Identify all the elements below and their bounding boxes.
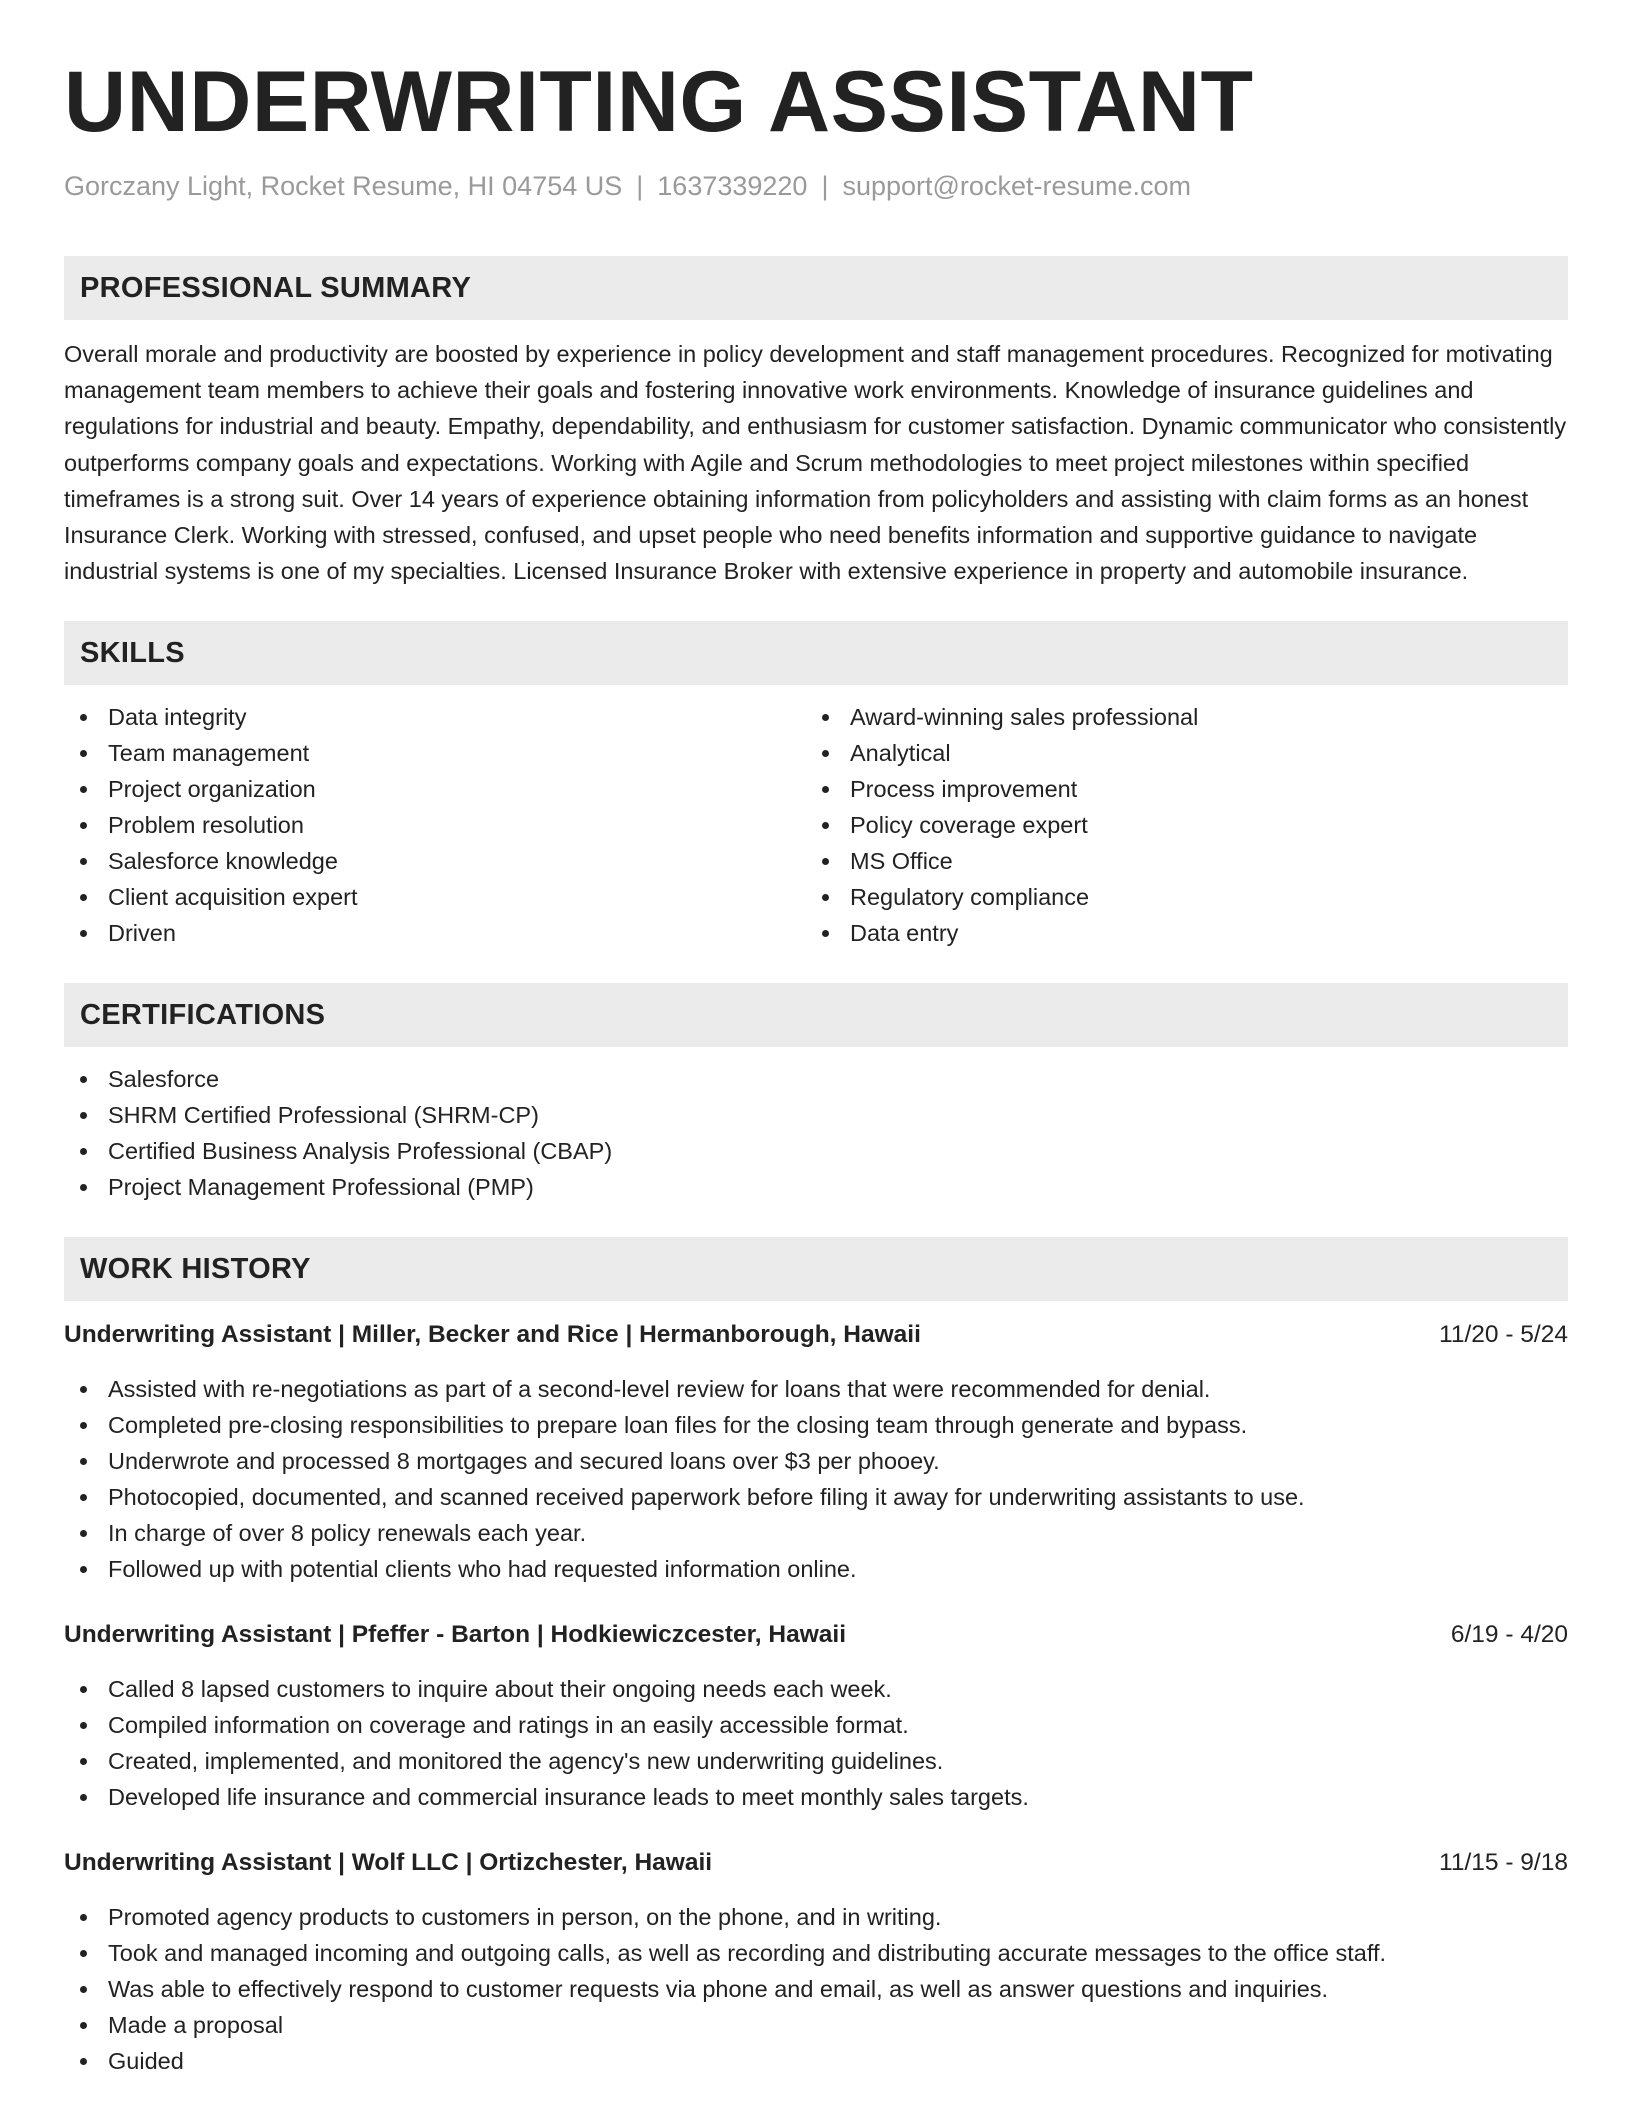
- contact-line: [64, 166, 1568, 206]
- skill-item: Data entry: [806, 915, 1548, 951]
- job-bullet: Called 8 lapsed customers to inquire about their ongoing needs each week.: [64, 1671, 1568, 1707]
- contact-address: Gorczany Light, Rocket Resume, HI 04754 US: [64, 171, 623, 201]
- contact-separator: |: [636, 171, 644, 201]
- job-bullet: Assisted with re-negotiations as part of a second-level review for loans that were recommended for denial.: [64, 1371, 1568, 1407]
- skill-item: Client acquisition expert: [64, 879, 806, 915]
- skills-list-left: [64, 699, 806, 951]
- skill-item: Policy coverage expert: [806, 807, 1548, 843]
- summary-text: Overall morale and productivity are boosted by experience in policy development and staff management procedures. Recognized for motivating management team members to achieve their goals and fostering innovative work environments. Knowledge of insurance guidelines and regulations for industrial and beauty. Empathy, dependability, and enthusiasm for customer satisfaction. Dynamic communicator who consistently outperforms company goals and expectations. Working with Agile and Scrum methodologies to meet project milestones within specified timeframes is a strong suit. Over 14 years of experience obtaining information from policyholders and assisting with claim forms as an honest Insurance Clerk. Working with stressed, confused, and upset people who need benefits information and supportive guidance to navigate industrial systems is one of my specialties. Licensed Insurance Broker with extensive experience in property and automobile insurance.: [64, 341, 1567, 585]
- section-heading-work-history: WORK HISTORY: [64, 1237, 1568, 1301]
- skill-item: Award-winning sales professional: [806, 699, 1548, 735]
- job-entry: [64, 1317, 1568, 1587]
- job-bullets: [64, 1371, 1568, 1587]
- certification-item: Salesforce: [64, 1061, 1568, 1097]
- job-bullet: Promoted agency products to customers in person, on the phone, and in writing.: [64, 1899, 1568, 1935]
- contact-phone: 1637339220: [657, 171, 808, 201]
- job-bullet: Photocopied, documented, and scanned received paperwork before filing it away for underwriting assistants to use.: [64, 1479, 1568, 1515]
- skill-item: Regulatory compliance: [806, 879, 1548, 915]
- skills-list-right: [806, 699, 1548, 951]
- section-heading-summary: PROFESSIONAL SUMMARY: [64, 256, 1568, 320]
- job-bullet: Developed life insurance and commercial insurance leads to meet monthly sales targets.: [64, 1779, 1568, 1815]
- candidate-name: UNDERWRITING ASSISTANT: [64, 54, 1254, 150]
- job-bullet: Compiled information on coverage and ratings in an easily accessible format.: [64, 1707, 1568, 1743]
- job-dates: 11/20 - 5/24: [1439, 1321, 1568, 1349]
- job-header: [64, 1317, 1568, 1353]
- job-title: Underwriting Assistant | Miller, Becker and Rice | Hermanborough, Hawaii: [64, 1321, 921, 1349]
- job-bullet: Guided: [64, 2043, 1568, 2079]
- job-bullet: Made a proposal: [64, 2007, 1568, 2043]
- job-bullet: Followed up with potential clients who had requested information online.: [64, 1551, 1568, 1587]
- contact-email[interactable]: support@rocket-resume.com: [842, 171, 1191, 201]
- certification-item: Certified Business Analysis Professional (CBAP): [64, 1133, 1568, 1169]
- skill-item: Problem resolution: [64, 807, 806, 843]
- job-header: [64, 1845, 1568, 1881]
- job-bullets: [64, 1899, 1568, 2079]
- job-bullet: Created, implemented, and monitored the agency's new underwriting guidelines.: [64, 1743, 1568, 1779]
- job-entry: [64, 1845, 1568, 2079]
- job-title: Underwriting Assistant | Wolf LLC | Ortizchester, Hawaii: [64, 1849, 713, 1877]
- job-entry: [64, 1617, 1568, 1815]
- job-bullet: Completed pre-closing responsibilities to prepare loan files for the closing team through generate and bypass.: [64, 1407, 1568, 1443]
- certification-item: SHRM Certified Professional (SHRM-CP): [64, 1097, 1568, 1133]
- skill-item: Data integrity: [64, 699, 806, 735]
- job-title: Underwriting Assistant | Pfeffer - Barton | Hodkiewiczcester, Hawaii: [64, 1621, 847, 1649]
- contact-separator: |: [821, 171, 829, 201]
- certification-item: Project Management Professional (PMP): [64, 1169, 1568, 1205]
- resume-page: [64, 0, 1568, 2079]
- skill-item: Analytical: [806, 735, 1548, 771]
- section-heading-skills: SKILLS: [64, 621, 1568, 685]
- job-bullets: [64, 1671, 1568, 1815]
- skills-grid: [64, 699, 1568, 951]
- skill-item: Team management: [64, 735, 806, 771]
- skill-item: Salesforce knowledge: [64, 843, 806, 879]
- job-bullet: Was able to effectively respond to customer requests via phone and email, as well as answer questions and inquiries.: [64, 1971, 1568, 2007]
- skill-item: Driven: [64, 915, 806, 951]
- section-heading-certifications: CERTIFICATIONS: [64, 983, 1568, 1047]
- job-bullet: Underwrote and processed 8 mortgages and secured loans over $3 per phooey.: [64, 1443, 1568, 1479]
- skill-item: Process improvement: [806, 771, 1548, 807]
- skill-item: Project organization: [64, 771, 806, 807]
- job-header: [64, 1617, 1568, 1653]
- certifications-list: [64, 1061, 1568, 1205]
- job-bullet: In charge of over 8 policy renewals each year.: [64, 1515, 1568, 1551]
- job-bullet: Took and managed incoming and outgoing calls, as well as recording and distributing accurate messages to the office staff.: [64, 1935, 1568, 1971]
- skill-item: MS Office: [806, 843, 1548, 879]
- job-dates: 11/15 - 9/18: [1439, 1849, 1568, 1877]
- job-dates: 6/19 - 4/20: [1450, 1621, 1568, 1649]
